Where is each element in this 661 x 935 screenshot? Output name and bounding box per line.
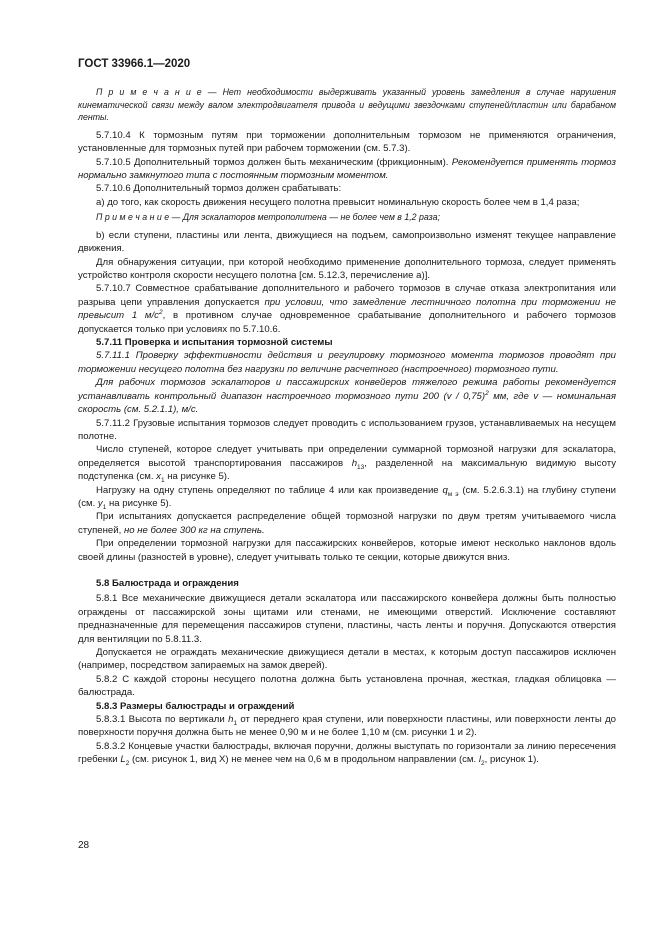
clause-5-7-11-1: 5.7.11.1 Проверку эффективности действия и регулировку тормозного момента тормозов проводят при торможении несущего полотна без нагрузки по величине расчетного (настроечного) тормозного пути. xyxy=(78,350,616,375)
note-deceleration xyxy=(78,86,616,124)
list-item-a: а) до того, как скорость движения несущего полотна превысит номинальную скорость более чем в 1,4 раза; xyxy=(96,196,580,208)
section-heading-5-8: 5.8 Балюстрада и ограждения xyxy=(96,577,239,589)
paragraph-heavy-duty: Для рабочих тормозов эскалаторов и пассажирских конвейеров тяжелого режима работы рекомендуется устанавливать контрольный диапазон настроечного тормозного пути 200 (v / 0,75)$^2$ мм, где v — номинальная скорость (см. 5.2.1.1), м/с. xyxy=(78,377,616,416)
section-heading-5-7-11: 5.7.11 Проверка и испытания тормозной системы xyxy=(96,337,333,349)
standard-header: ГОСТ 33966.1—2020 xyxy=(78,58,191,70)
clause-5-7-10-4: 5.7.10.4 К тормозным путям при торможении дополнительным тормозом не применяются ограничения, установленные для тормозных путей при рабочем торможении (см. 5.7.3). xyxy=(78,129,616,155)
clause-5-7-10-5: 5.7.10.5 Дополнительный тормоз должен быть механическим (фрикционным). Рекомендуется применять тормоз нормально замкнутого типа с постоянным тормозным моментом. xyxy=(78,156,616,181)
note-text: — Для эскалаторов метрополитена — не более чем в 1,2 раза; xyxy=(169,212,440,223)
note-label: П р и м е ч а н и е xyxy=(96,212,170,223)
clause-5-8-1: 5.8.1 Все механические движущиеся детали эскалатора или пассажирского конвейера должны быть полностью ограждены от пассажирской зоны щитами или стенами, не имеющими отверстий. Исключение составляют предназначенные для перемещения пассажиров ступени, пластины, часть ленты и поручня. Допускаются отверстия для вентиляции по 5.8.11.3. xyxy=(78,593,616,645)
paragraph-load-distribution: При испытаниях допускается распределение общей тормозной нагрузки по двум третям учитываемого числа ступеней, но не более 300 кг на ступень. xyxy=(78,511,616,536)
clause-5-8-2: 5.8.2 С каждой стороны несущего полотна должна быть установлена прочная, жесткая, гладкая облицовка — балюстрада. xyxy=(78,673,616,699)
section-heading-5-8-3: 5.8.3 Размеры балюстрады и ограждений xyxy=(96,700,295,712)
clause-5-7-10-6: 5.7.10.6 Дополнительный тормоз должен срабатывать: xyxy=(96,183,342,195)
note-text: — Нет необходимости выдерживать указанный уровень замедления в случае нарушения кинематической связи между валом электродвигателя привода и ведущими звездочками ступеней/пластин или барабаном ленты. xyxy=(78,87,616,123)
paragraph-steps-count: Число ступеней, которое следует учитывать при определении суммарной тормозной нагрузки для эскалатора, определяется высотой транспортирования пассажиров $h_{13}$, разделенной на максимальную видимую высоту подступенка (см. $x_1$ на рисунке 5). xyxy=(78,444,616,485)
paragraph-step-load: Нагрузку на одну ступень определяют по таблице 4 или как произведение $q_{м э}$ (см. 5.2.6.3.1) на глубину ступени (см. $y_1$ на рисунке 5). xyxy=(78,484,616,511)
paragraph-allowed: Допускается не ограждать механические движущиеся детали в местах, к которым доступ пассажиров исключен (например, посредством запираемых на замок дверей). xyxy=(78,647,616,672)
clause-5-7-11-2: 5.7.11.2 Грузовые испытания тормозов следует проводить с использованием грузов, устанавливаемых на несущем полотне. xyxy=(78,417,616,442)
clause-5-7-10-7: 5.7.10.7 Совместное срабатывание дополнительного и рабочего тормозов в случае отказа электропитания или разрыва цепи управления допускается при условии, что замедление лестничного полотна при торможении не превысит 1 $м/с^2$, в противном случае одновременное срабатывание дополнительного и рабочего тормозов допускается только при условиях по 5.7.10.6. xyxy=(78,283,617,335)
clause-5-8-3-2: 5.8.3.2 Концевые участки балюстрады, включая поручни, должны выступать по горизонтали за линию пересечения гребенки $L_2$ (см. рисунок 1, вид X) не менее чем на 0,6 м в продольном направлении (см. $l_2$, рисунок 1). xyxy=(78,740,616,768)
note-metro xyxy=(78,211,616,224)
recommendation-text: Рекомендуется применять тормоз нормально замкнутого типа с постоянным тормозным моментом. xyxy=(78,156,616,181)
page-number: 28 xyxy=(78,840,90,851)
paragraph-conveyors: При определении тормозной нагрузки для пассажирских конвейеров, которые имеют несколько наклонов вдоль своей длины (разностей в уровне), следует учитывать только те секции, которые движутся вниз. xyxy=(78,538,616,563)
clause-5-8-3-1: 5.8.3.1 Высота по вертикали $h_1$ от переднего края ступени, или поверхности пластины, или поверхности ленты до поверхности поручня должна быть не менее 0,90 м и не более 1,10 м (см. рисунки 1 и 2). xyxy=(78,714,616,739)
document-page xyxy=(78,58,616,767)
paragraph-detection: Для обнаружения ситуации, при которой необходимо применение дополнительного тормоза, следует применять устройство контроля скорости несущего полотна [см. 5.12.3, перечисление а)]. xyxy=(78,256,616,282)
list-item-b: b) если ступени, пластины или лента, движущиеся на подъем, самопроизвольно изменят текущее направление движения. xyxy=(78,229,616,255)
note-label: П р и м е ч а н и е xyxy=(96,87,202,97)
